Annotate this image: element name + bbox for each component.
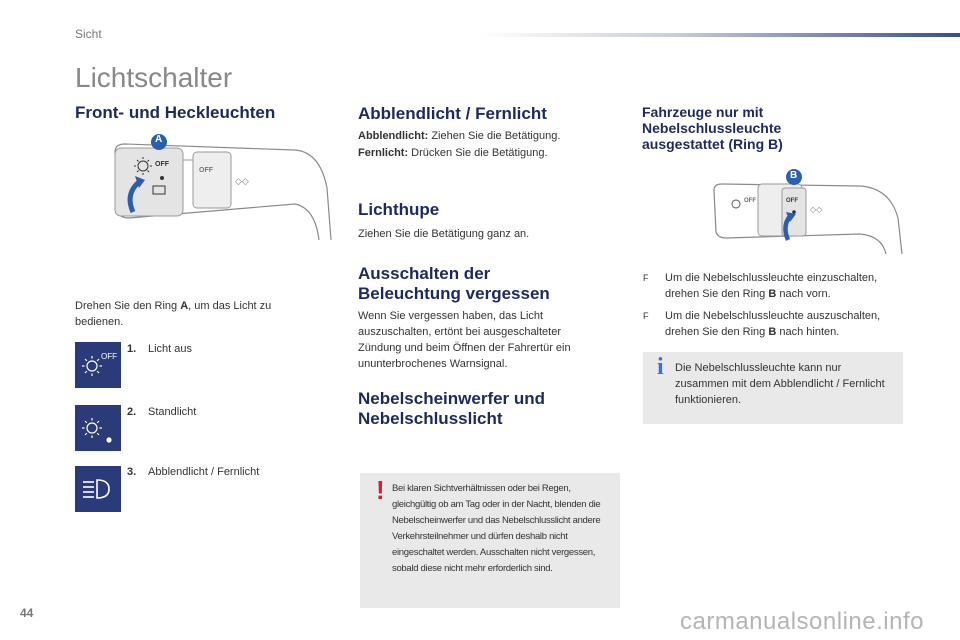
svg-text:◇◇: ◇◇ [810, 205, 823, 214]
info-box [643, 352, 903, 424]
forgot-text: Wenn Sie vergessen haben, das Licht auszuschalten, ertönt bei ausgeschalteter Zündung und beim Öffnen der Fahrertür ein ununterbrochenes Warnsignal. [358, 310, 571, 370]
info-icon: i [657, 354, 664, 380]
warning-text: Bei klaren Sichtverhältnissen oder bei Regen, gleichgültig ob am Tag oder in der Nacht, blenden die Nebelscheinwerfer und das Nebelschlusslicht andere Verkehrsteilnehmer und dürfen deshalb nicht eingeschaltet werden. Ausschalten nicht vergessen, sobald diese nicht mehr erforderlich sind. [392, 483, 601, 574]
item-number-2: 2. [127, 406, 137, 418]
page-number: 44 [20, 606, 34, 620]
sidelight-icon [75, 405, 121, 451]
stalk-illustration-b [710, 168, 906, 260]
page-title: Lichtschalter [75, 62, 233, 93]
rear-fog-instructions [643, 270, 908, 346]
ring-a-label: A [155, 134, 163, 145]
beam-high-text: Fernlicht: Drücken Sie die Betätigung. [358, 147, 548, 159]
svg-text:OFF: OFF [199, 167, 213, 174]
item-number-3: 3. [127, 466, 137, 478]
rear-fog-heading: Fahrzeuge nur mit Nebelschlussleuchte ausgestattet (Ring B) [642, 104, 783, 152]
flash-heading: Lichthupe [358, 200, 440, 219]
item-label-3: Abblendlicht / Fernlicht [148, 466, 260, 478]
ring-b-label: B [790, 170, 798, 181]
front-rear-lights-heading: Front- und Heckleuchten [75, 103, 276, 122]
watermark: carmanualsonline.info [680, 608, 924, 635]
svg-text:OFF: OFF [786, 198, 798, 204]
stalk-illustration-a [105, 128, 335, 248]
svg-text:OFF: OFF [744, 198, 756, 204]
item-label-2: Standlicht [148, 406, 197, 418]
light-off-icon [75, 342, 121, 388]
rear-fog-bullet-off: F Um die Nebelschlussleuchte auszuschalten, drehen Sie den Ring B nach hinten. [643, 310, 881, 338]
svg-text:OFF: OFF [155, 161, 169, 168]
item-number-1: 1. [127, 343, 137, 355]
item-label-1: Licht aus [148, 343, 193, 355]
svg-text:◇◇: ◇◇ [235, 176, 249, 186]
beam-heading: Abblendlicht / Fernlicht [358, 104, 547, 123]
warning-box [360, 473, 620, 608]
header-bar [480, 33, 960, 37]
fog-heading: Nebelscheinwerfer und Nebelschlusslicht [358, 389, 546, 428]
section-label: Sicht [75, 27, 102, 41]
beam-low-text: Abblendlicht: Ziehen Sie die Betätigung. [358, 130, 561, 142]
flash-text: Ziehen Sie die Betätigung ganz an. [358, 228, 530, 240]
headlight-icon [75, 466, 121, 512]
warning-icon: ! [376, 475, 385, 505]
info-text: Die Nebelschlussleuchte kann nur zusammen mit dem Abblendlicht / Fernlicht funktionieren. [675, 362, 885, 406]
ring-a-instruction: Drehen Sie den Ring A, um das Licht zu bedienen. [75, 300, 272, 328]
forgot-heading: Ausschalten der Beleuchtung vergessen [358, 264, 550, 303]
rear-fog-bullet-on: F Um die Nebelschlussleuchte einzuschalten, drehen Sie den Ring B nach vorn. [643, 272, 878, 300]
off-text: OFF [101, 352, 117, 361]
